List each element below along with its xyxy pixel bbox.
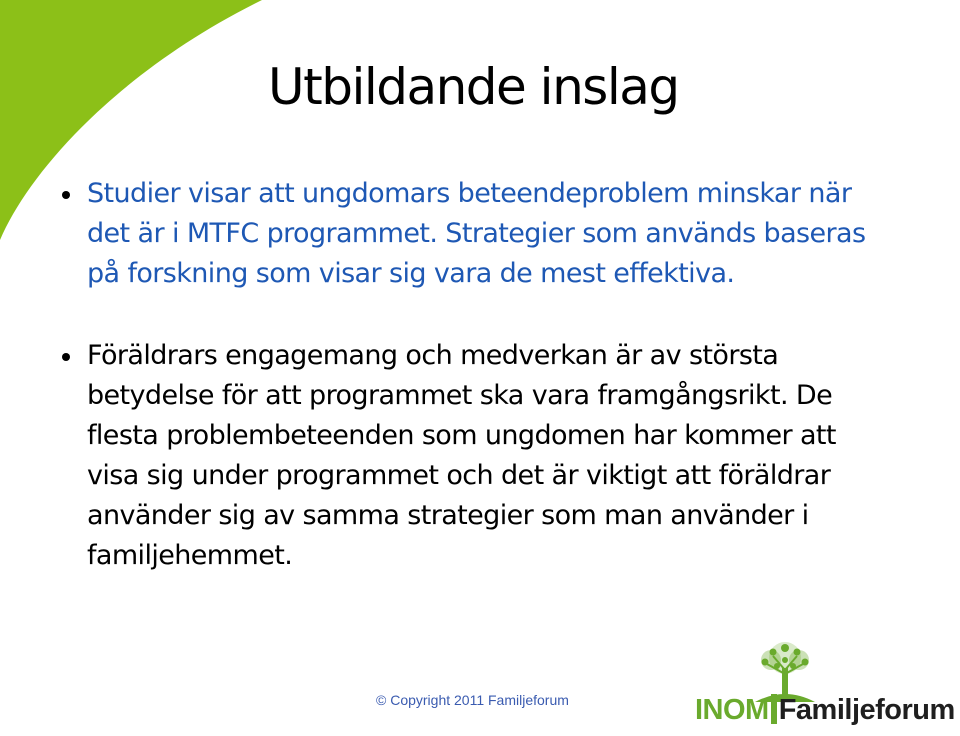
- bullet-item: Föräldrars engagemang och medverkan är av största betydelse för att programmet ska vara framgångsrikt. De flesta problembeteenden som ungdomen har kommer att visa sig under programmet och det är viktigt att föräldrar använder sig av samma strategier som man använder i familjehemmet.: [62, 336, 892, 576]
- bullet-list: [62, 174, 892, 576]
- slide-title: Utbildande inslag: [268, 58, 679, 116]
- copyright-notice: © Copyright 2011 Familjeforum: [376, 692, 569, 708]
- logo-wordmark: [695, 694, 955, 727]
- bullet-item: Studier visar att ungdomars beteendeproblem minskar när det är i MTFC programmet. Strategier som används baseras på forskning som visar sig vara de mest effektiva.: [62, 174, 892, 294]
- logo-inom-text: INOM: [695, 694, 769, 726]
- logo-familjeforum-text: Familjeforum: [778, 694, 955, 726]
- logo-divider: [771, 694, 777, 724]
- familjeforum-logo: [695, 640, 960, 736]
